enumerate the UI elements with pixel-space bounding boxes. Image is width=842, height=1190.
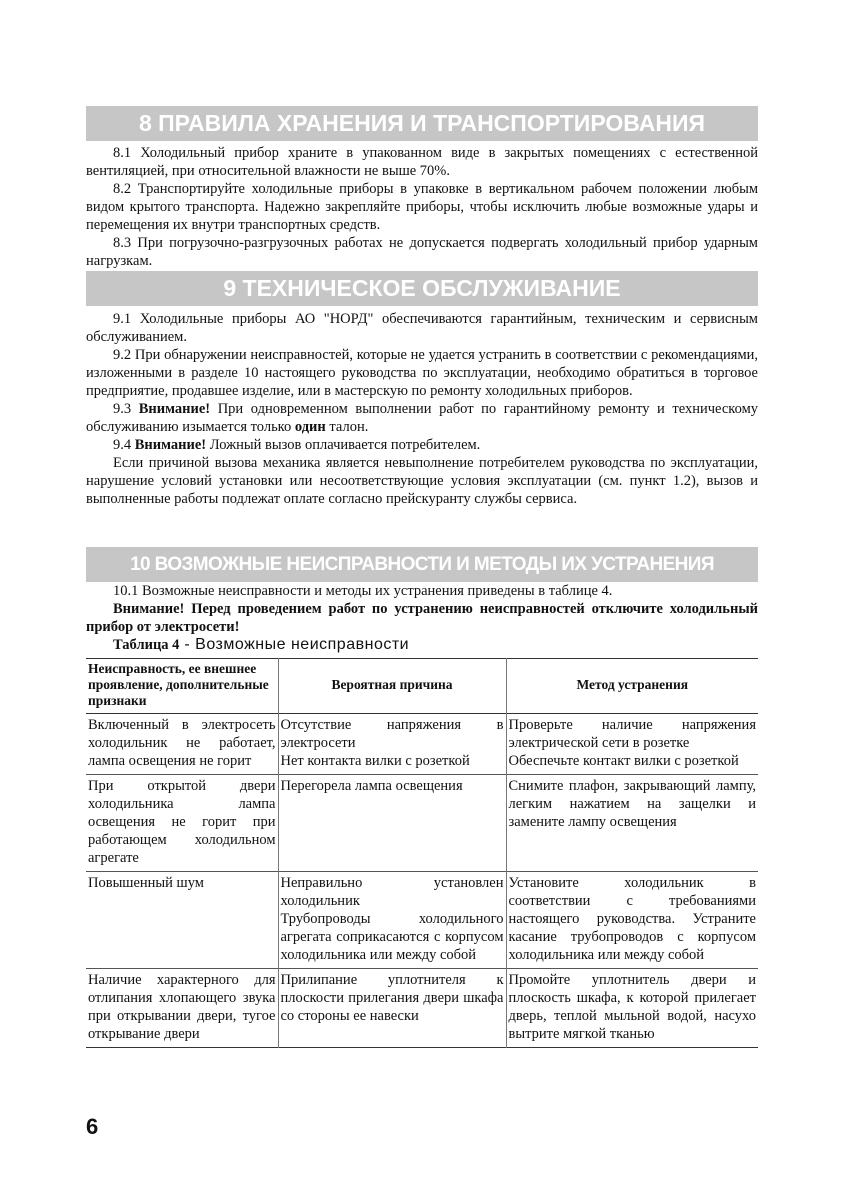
cause-cell [278, 872, 506, 969]
table-row [86, 775, 758, 872]
cause-item: Отсутствие напряжения в электросети [280, 717, 504, 751]
cause-item: Прилипание уплотнителя к плоскости прилегания двери шкафа со стороны ее навески [280, 972, 504, 1024]
cause-item: Нет контакта вилки с розеткой [280, 753, 470, 769]
header-fix: Метод устранения [506, 659, 758, 714]
table-header-row [86, 659, 758, 714]
faults-table [86, 658, 758, 1048]
page-number: 6 [86, 1114, 99, 1139]
section-8-heading: 8 ПРАВИЛА ХРАНЕНИЯ И ТРАНСПОРТИРОВАНИЯ [86, 106, 758, 141]
cause-item: Трубопроводы холодильного агрегата соприкасаются с корпусом холодильника или между собой [280, 911, 504, 963]
fix-cell [506, 714, 758, 775]
table-caption [86, 636, 758, 654]
table-caption-label: Таблица 4 [113, 637, 180, 653]
cause-cell [278, 714, 506, 775]
fix-item: Промойте уплотнитель двери и плоскость шкафа, к которой прилегает дверь, теплой мыльной водой, насухо вытрите мягкой тканью [508, 972, 756, 1042]
paragraph-9-3-text-b: талон. [329, 419, 369, 435]
paragraph-9-3 [86, 400, 758, 436]
fix-cell [506, 969, 758, 1048]
cause-item: Неправильно установлен холодильник [280, 875, 504, 909]
paragraph-9-5: Если причиной вызова механика является невыполнение потребителем руководства по эксплуатации, нарушение условий установки или несоответствующие условия эксплуатации (см. пункт 1.2), вызов и выполненные работы подлежат оплате согласно прейскуранту службы сервиса. [86, 455, 758, 507]
paragraph-9-1: 9.1 Холодильные приборы АО "НОРД" обеспечиваются гарантийным, техническим и сервисным обслуживанием. [86, 311, 758, 345]
paragraph-9-3-warning: Внимание! [138, 401, 211, 417]
cause-cell [278, 969, 506, 1048]
fault-cell: Повышенный шум [88, 875, 204, 891]
section-9-heading: 9 ТЕХНИЧЕСКОЕ ОБСЛУЖИВАНИЕ [86, 271, 758, 306]
cause-cell [278, 775, 506, 872]
paragraph-9-3-text-a: При одновременном выполнении работ по гарантийному ремонту и техническому обслуживанию изымается только [86, 401, 758, 435]
paragraph-9-2: 9.2 При обнаружении неисправностей, которые не удается устранить в соответствии с рекомендациями, изложенными в разделе 10 настоящего руководства по эксплуатации, необходимо обратиться в торговое предприятие, продавшее изделие, или в мастерскую по ремонту холодильных приборов. [86, 347, 758, 399]
section-8-body [86, 144, 758, 270]
paragraph-9-4-number: 9.4 [113, 437, 132, 453]
table-row [86, 872, 758, 969]
paragraph-9-4-warning: Внимание! [134, 437, 207, 453]
table-row [86, 714, 758, 775]
table-caption-text: - Возможные неисправности [179, 636, 410, 653]
fix-cell [506, 872, 758, 969]
section-9-body [86, 310, 758, 508]
paragraph-8-3: 8.3 При погрузочно-разгрузочных работах не допускается подвергать холодильный прибор ударным нагрузкам. [86, 235, 758, 269]
paragraph-10-1: 10.1 Возможные неисправности и методы их устранения приведены в таблице 4. [113, 583, 613, 599]
section-10-heading: 10 ВОЗМОЖНЫЕ НЕИСПРАВНОСТИ И МЕТОДЫ ИХ УСТРАНЕНИЯ [86, 547, 758, 582]
fault-cell: При открытой двери холодильника лампа освещения не горит при работающем холодильном агрегате [88, 778, 276, 866]
paragraph-9-4 [86, 436, 758, 454]
paragraph-9-3-number: 9.3 [113, 401, 132, 417]
section-10-body [86, 582, 758, 654]
paragraph-9-4-text: Ложный вызов оплачивается потребителем. [209, 437, 481, 453]
fix-item: Обеспечьте контакт вилки с розеткой [508, 753, 739, 769]
fault-cell: Наличие характерного для отлипания хлопающего звука при открывании двери, тугое открывание двери [88, 972, 276, 1042]
disconnect-warning: Внимание! Перед проведением работ по устранению неисправностей отключите холодильный прибор от электросети! [86, 601, 758, 635]
cause-item: Перегорела лампа освещения [280, 778, 463, 794]
header-cause: Вероятная причина [278, 659, 506, 714]
fix-item: Установите холодильник в соответствии с требованиями настоящего руководства. Устраните касание трубопроводов с корпусом холодильника или между собой [508, 875, 756, 963]
fault-cell: Включенный в электросеть холодильник не работает, лампа освещения не горит [88, 717, 276, 769]
table-row [86, 969, 758, 1048]
fix-item: Снимите плафон, закрывающий лампу, легким нажатием на защелки и замените лампу освещения [508, 778, 756, 830]
paragraph-8-2: 8.2 Транспортируйте холодильные приборы в упаковке в вертикальном рабочем положении любым видом крытого транспорта. Надежно закрепляйте приборы, чтобы исключить любые возможные удары и перемещения их внутри транспортных средств. [86, 181, 758, 233]
fix-cell [506, 775, 758, 872]
fix-item: Проверьте наличие напряжения электрической сети в розетке [508, 717, 756, 751]
paragraph-9-3-emphasis: один [294, 419, 326, 435]
paragraph-8-1: 8.1 Холодильный прибор храните в упакованном виде в закрытых помещениях с естественной вентиляцией, при относительной влажности не выше 70%. [86, 145, 758, 179]
header-fault: Неисправность, ее внешнее проявление, дополнительные признаки [88, 661, 269, 708]
